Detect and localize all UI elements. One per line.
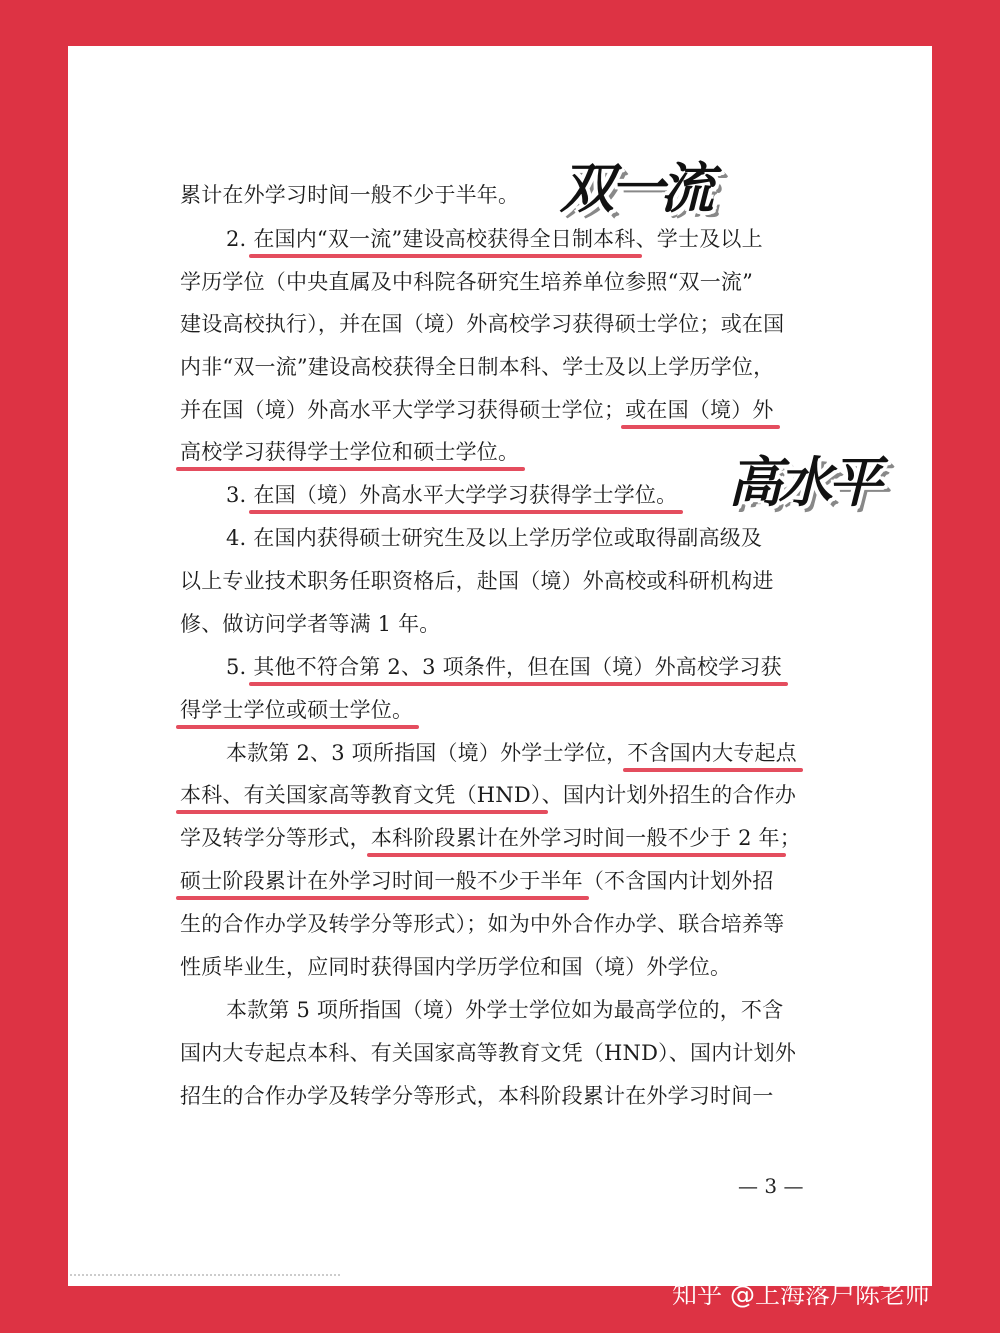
text-line: 学及转学分等形式，本科阶段累计在外学习时间一般不少于 2 年； (180, 826, 801, 850)
text-line: 内非“双一流”建设高校获得全日制本科、学士及以上学历学位， (180, 355, 775, 379)
sticker-gaoshuiping: 高水平 (728, 451, 878, 514)
highlight-underline: 或在国（境）外 (625, 398, 774, 422)
text-line: 累计在外学习时间一般不少于半年。 (180, 183, 520, 207)
watermark: 知乎 @上海落户陈老师 (672, 1280, 930, 1309)
text-line: 性质毕业生，应同时获得国内学历学位和国（境）外学位。 (180, 955, 732, 979)
text-line: 4. 在国内获得硕士研究生及以上学历学位或取得副高级及 (226, 526, 763, 550)
text-line: 本款第 5 项所指国（境）外学士学位如为最高学位的，不含 (226, 998, 784, 1022)
text-line: 生的合作办学及转学分等形式）；如为中外合作办学、联合培养等 (180, 912, 785, 936)
text-line: 本科、有关国家高等教育文凭（HND）、国内计划外招生的合作办 (180, 783, 797, 807)
text-line: 5. 其他不符合第 2、3 项条件，但在国（境）外高校学习获 (226, 655, 782, 679)
text-line: 并在国（境）外高水平大学学习获得硕士学位；或在国（境）外 (180, 398, 774, 422)
highlight-underline: 硕士阶段累计在外学习时间一般不少于半年 (180, 869, 583, 893)
page-number: — 3 — (738, 1174, 804, 1198)
text-line: 硕士阶段累计在外学习时间一般不少于半年（不含国内计划外招 (180, 869, 774, 893)
text-line: 招生的合作办学及转学分等形式，本科阶段累计在外学习时间一 (180, 1084, 774, 1108)
text-line: 修、做访问学者等满 1 年。 (180, 612, 441, 636)
text-line (180, 695, 413, 725)
highlight-underline: 不含国内大专起点 (627, 741, 797, 765)
text-line: 国内大专起点本科、有关国家高等教育文凭（HND）、国内计划外 (180, 1041, 797, 1065)
highlight-underline: 其他不符合第 2、3 项条件，但在国（境）外高校学习获 (253, 655, 782, 679)
text-line: 学历学位（中央直属及中科院各研究生培养单位参照“双一流” (180, 270, 754, 294)
highlight-underline: 在国（境）外高水平大学学习获得学士学位。 (253, 483, 678, 507)
highlight-underline: 在国内“双一流”建设高校获得全日制本科 (253, 227, 636, 251)
text-line: 本款第 2、3 项所指国（境）外学士学位，不含国内大专起点 (226, 741, 797, 765)
text-line: 以上专业技术职务任职资格后，赴国（境）外高校或科研机构进 (180, 569, 774, 593)
highlight-underline: 本科、有关国家高等教育文凭（HND） (180, 783, 542, 807)
highlight-underline: 得学士学位或硕士学位。 (180, 698, 414, 722)
scan-artifact (70, 1274, 340, 1280)
text-line: 3. 在国（境）外高水平大学学习获得学士学位。 (226, 483, 678, 507)
text-line: 建设高校执行），并在国（境）外高校学习获得硕士学位；或在国 (180, 312, 785, 336)
highlight-underline: 高校学习获得学士学位和硕士学位。 (180, 440, 520, 464)
sticker-shuangyiliu: 双一流 (560, 157, 710, 220)
text-line (180, 437, 519, 467)
highlight-underline: 本科阶段累计在外学习时间一般不少于 2 年 (370, 826, 780, 850)
text-line: 2. 在国内“双一流”建设高校获得全日制本科、学士及以上 (226, 227, 763, 251)
